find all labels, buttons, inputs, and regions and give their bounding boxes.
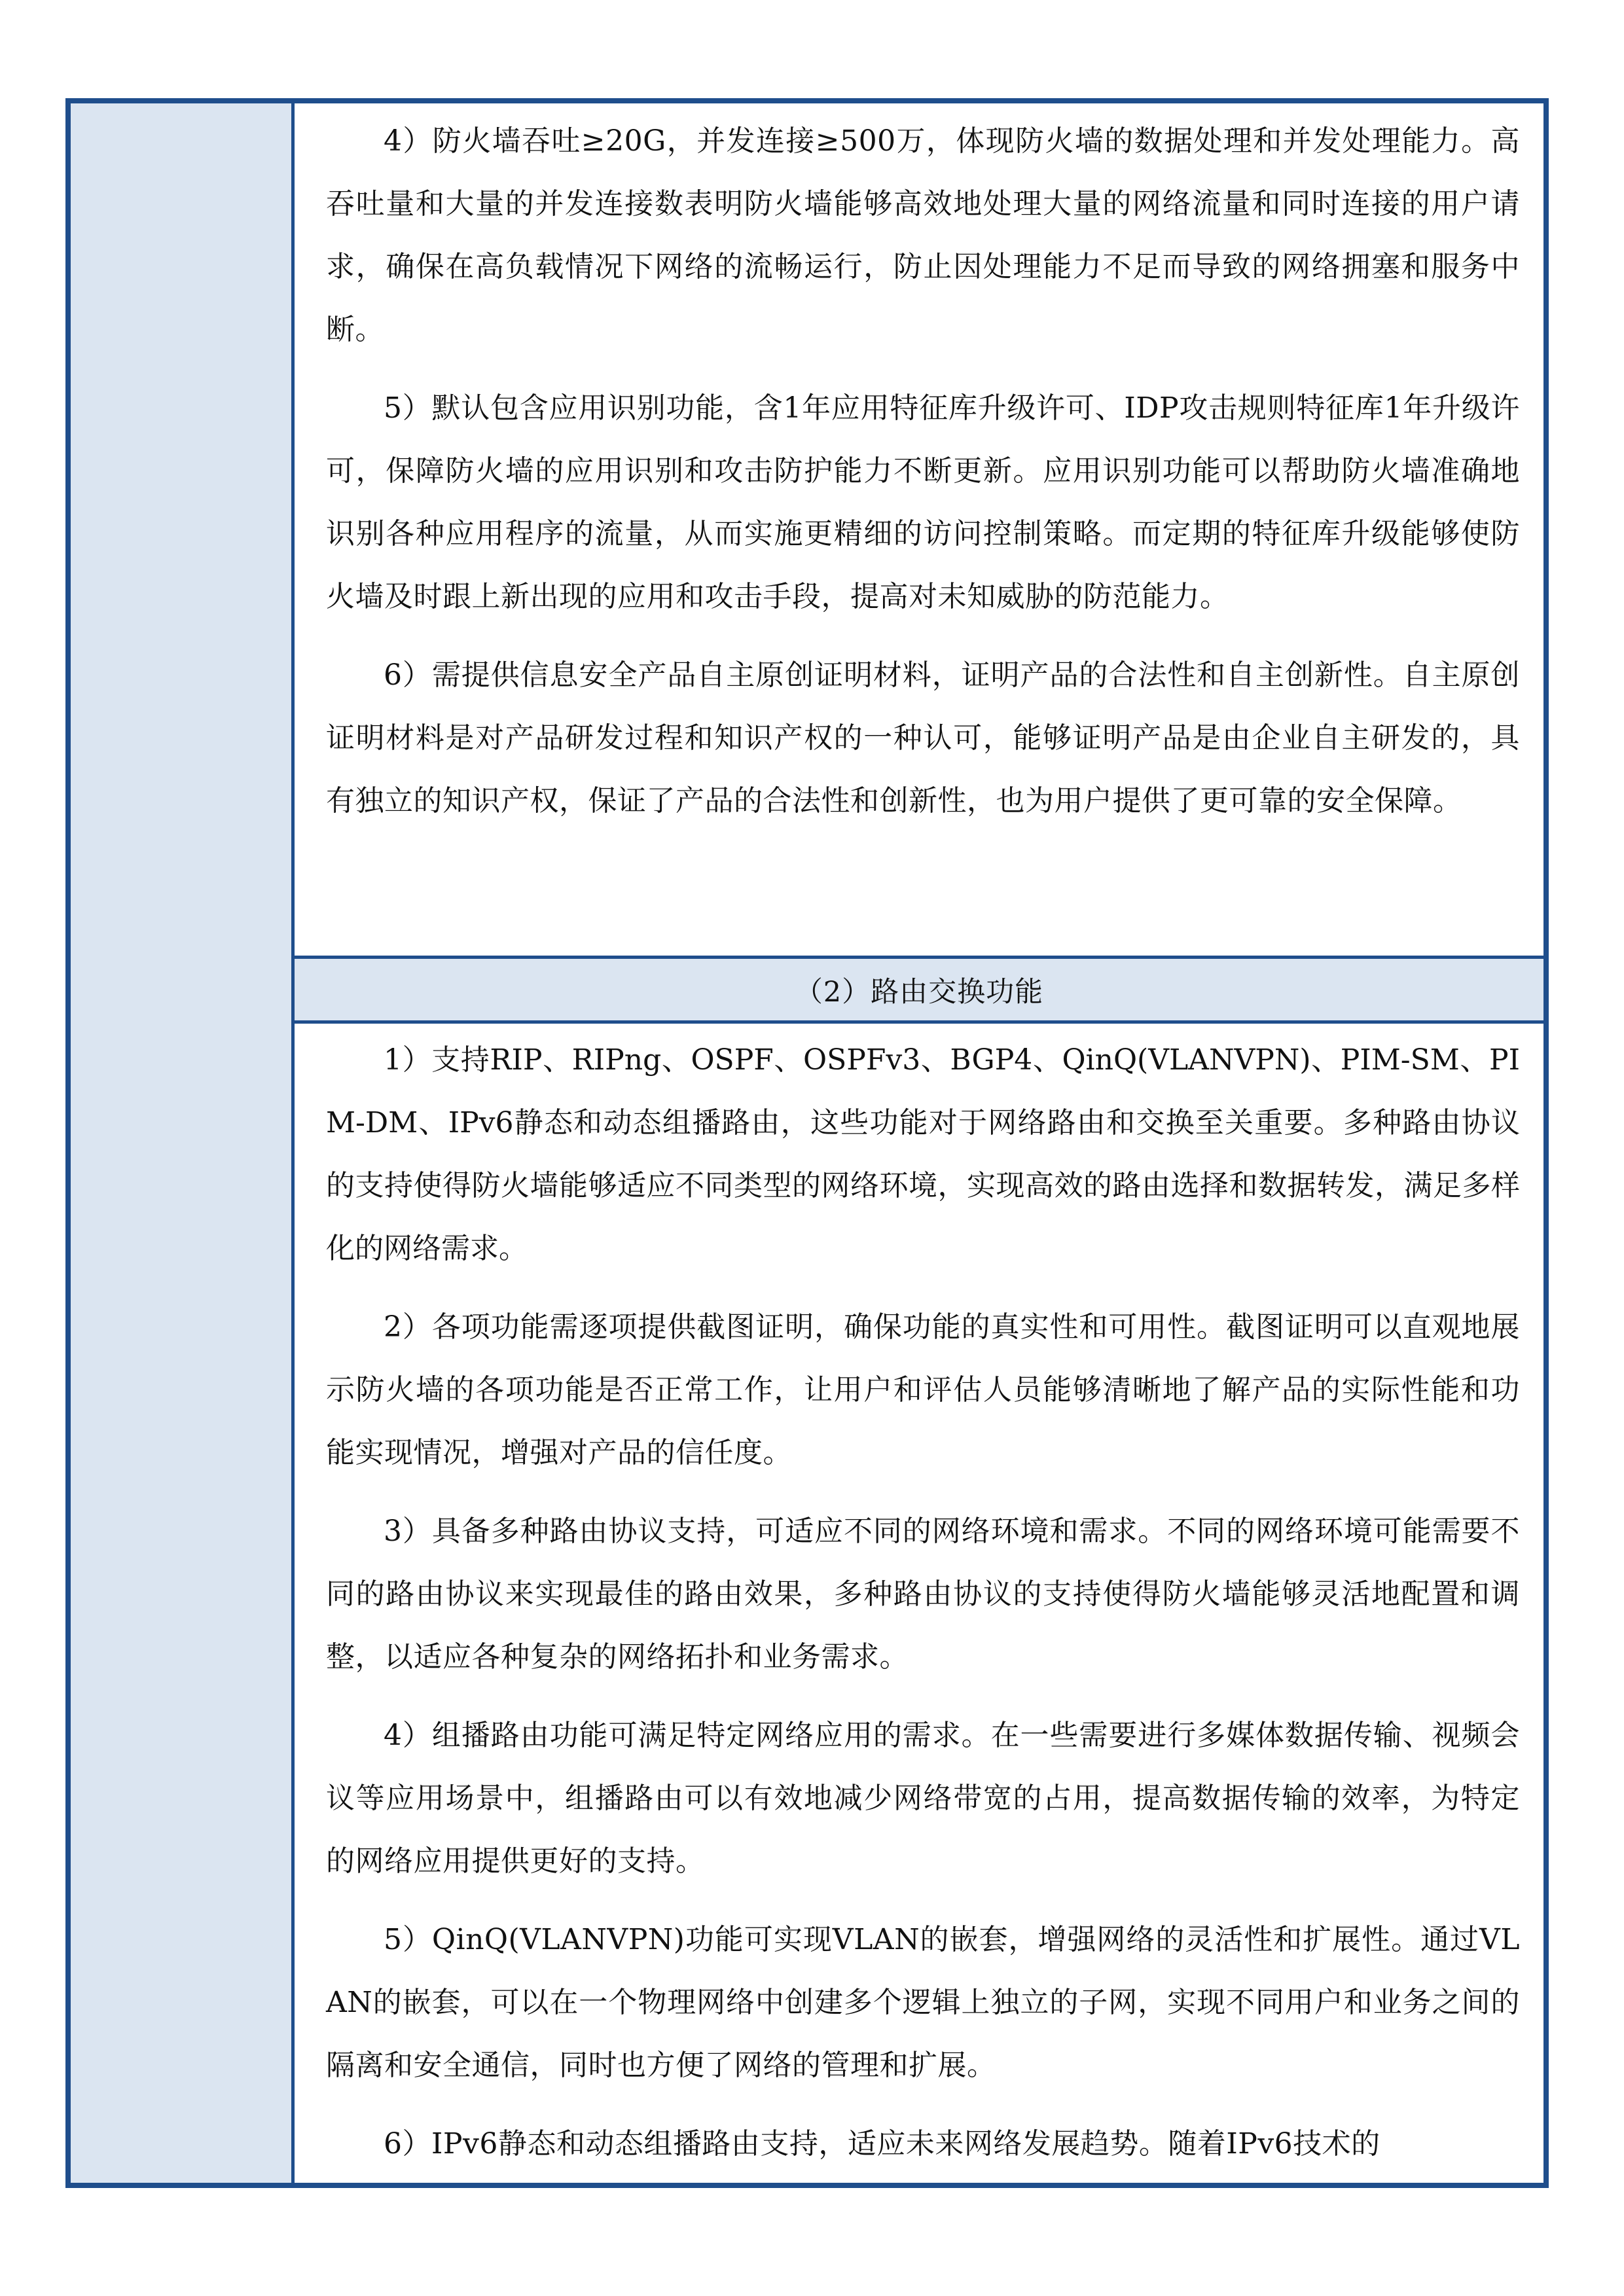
paragraph-multicast: 4）组播路由功能可满足特定网络应用的需求。在一些需要进行多媒体数据传输、视频会议等应用场景中，组播路由可以有效地减少网络带宽的占用，提高数据传输的效率，为特定的网络应用提供更好的支持。 bbox=[326, 1719, 1520, 1878]
paragraph-multi-protocol: 3）具备多种路由协议支持，可适应不同的网络环境和需求。不同的网络环境可能需要不同的路由协议来实现最佳的路由效果，多种路由协议的支持使得防火墙能够灵活地配置和调整，以适应各种复杂的网络拓扑和业务需求。 bbox=[326, 1515, 1520, 1674]
paragraph-originality-proof: 6）需提供信息安全产品自主原创证明材料，证明产品的合法性和自主创新性。自主原创证明材料是对产品研发过程和知识产权的一种认可，能够证明产品是由企业自主研发的，具有独立的知识产权，保证了产品的合法性和创新性，也为用户提供了更可靠的安全保障。 bbox=[326, 658, 1520, 817]
paragraph-qinq: 5）QinQ(VLANVPN)功能可实现VLAN的嵌套，增强网络的灵活性和扩展性。通过VLAN的嵌套，可以在一个物理网络中创建多个逻辑上独立的子网，实现不同用户和业务之间的隔离和安全通信，同时也方便了网络的管理和扩展。 bbox=[326, 1923, 1520, 2082]
section-2-body bbox=[295, 1024, 1543, 2176]
paragraph-ipv6: 6）IPv6静态和动态组播路由支持，适应未来网络发展趋势。随着IPv6技术的 bbox=[384, 2127, 1380, 2161]
content-column bbox=[295, 103, 1543, 2183]
paragraph-screenshot-proof: 2）各项功能需逐项提供截图证明，确保功能的真实性和可用性。截图证明可以直观地展示防火墙的各项功能是否正常工作，让用户和评估人员能够清晰地了解产品的实际性能和功能实现情况，增强对产品的信任度。 bbox=[326, 1310, 1520, 1469]
paragraph-throughput: 4）防火墙吞吐≥20G，并发连接≥500万，体现防火墙的数据处理和并发处理能力。高吞吐量和大量的并发连接数表明防火墙能够高效地处理大量的网络流量和同时连接的用户请求，确保在高负载情况下网络的流畅运行，防止因处理能力不足而导致的网络拥塞和服务中断。 bbox=[326, 124, 1520, 346]
paragraph-routing-protocols: 1）支持RIP、RIPng、OSPF、OSPFv3、BGP4、QinQ(VLANVPN)、PIM-SM、PIM-DM、IPv6静态和动态组播路由，这些功能对于网络路由和交换至关重要。多种路由协议的支持使得防火墙能够适应不同类型的网络环境，实现高效的路由选择和数据转发，满足多样化的网络需求。 bbox=[326, 1043, 1520, 1265]
document-table bbox=[65, 98, 1549, 2188]
paragraph-app-identification: 5）默认包含应用识别功能，含1年应用特征库升级许可、IDP攻击规则特征库1年升级许可，保障防火墙的应用识别和攻击防护能力不断更新。应用识别功能可以帮助防火墙准确地识别各种应用程序的流量，从而实施更精细的访问控制策略。而定期的特征库升级能够使防火墙及时跟上新出现的应用和攻击手段，提高对未知威胁的防范能力。 bbox=[326, 391, 1520, 613]
label-column bbox=[71, 103, 295, 2183]
section-2-header bbox=[295, 956, 1543, 1024]
section-1-body bbox=[295, 103, 1543, 956]
section-2-title: （2）路由交换功能 bbox=[794, 975, 1044, 1009]
